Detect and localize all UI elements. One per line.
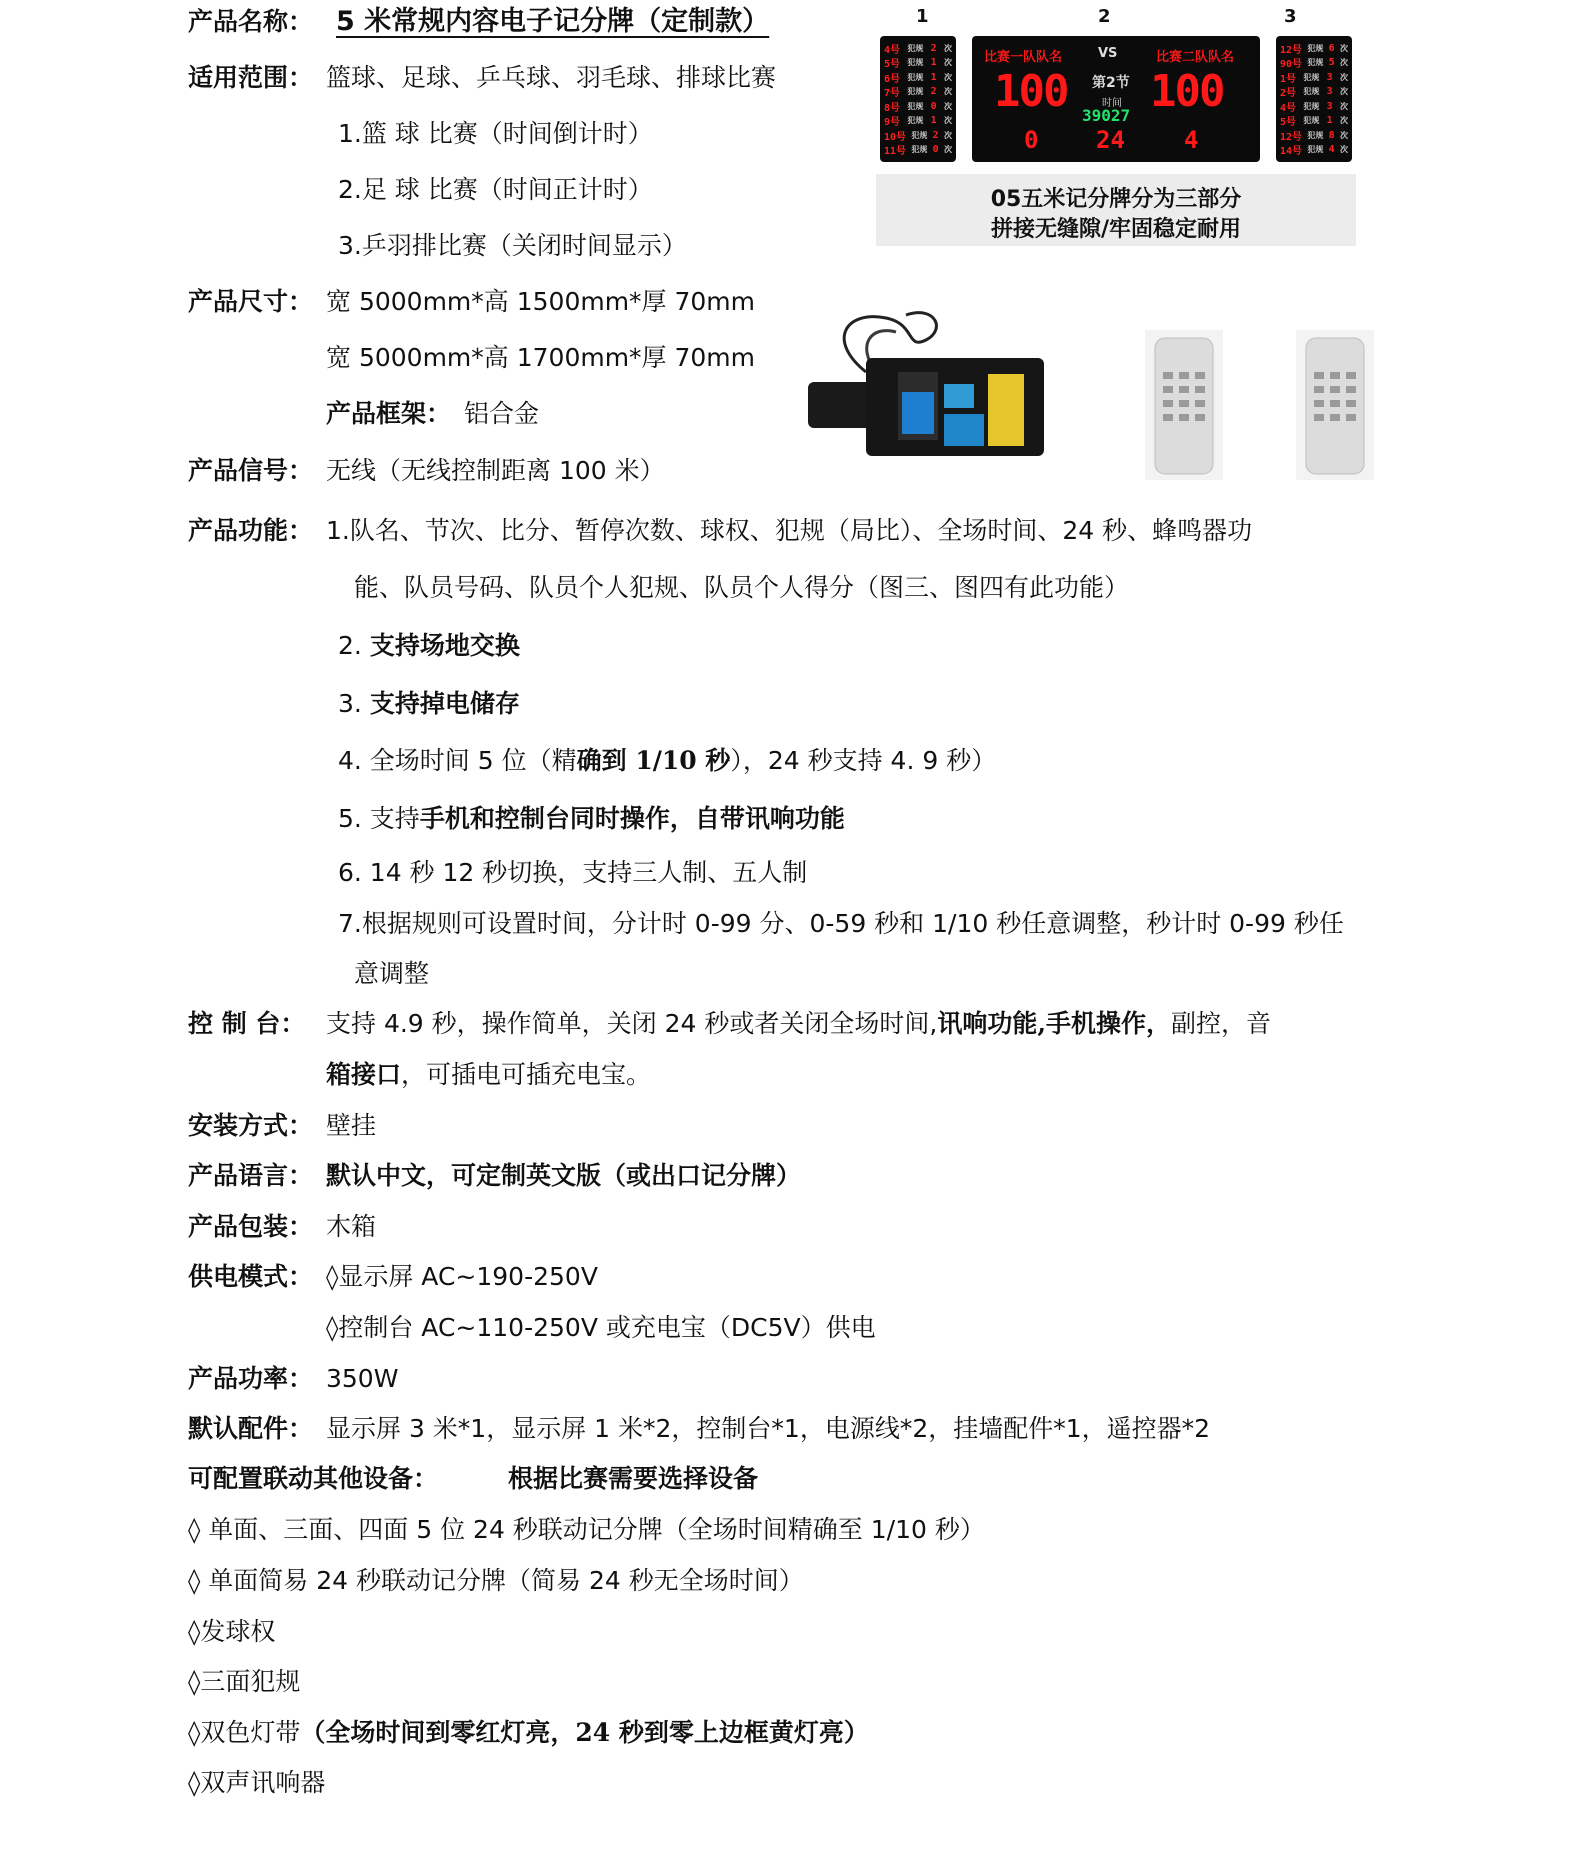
right-foul-cell: 1 xyxy=(1326,115,1333,126)
period: 第2节 xyxy=(1092,75,1130,91)
right-foul-cell: 次 xyxy=(1339,58,1348,67)
right-foul-cell: 犯规 xyxy=(1307,58,1324,67)
right-foul-cell: 12号 xyxy=(1280,44,1303,56)
console-line-1-a: 支持 4.9 秒，操作简单，关闭 24 秒或者关闭全场时间, xyxy=(326,1009,938,1038)
left-foul-cell: 犯规 xyxy=(907,72,924,82)
linkage-item-5-b: （全场时间到零红灯亮，24 秒到零上边框黄灯亮） xyxy=(300,1718,869,1747)
left-foul-cell: 次 xyxy=(943,145,952,154)
right-foul-cell: 90号 xyxy=(1280,59,1303,70)
left-foul-cell: 2 xyxy=(930,86,937,97)
linkage-label: 可配置联动其他设备： xyxy=(188,1464,439,1493)
linkage-item-2: ◊ 单面简易 24 秒联动记分牌（简易 24 秒无全场时间） xyxy=(188,1566,804,1595)
frame-value: 铝合金 xyxy=(464,399,540,428)
right-foul-cell: 2号 xyxy=(1280,88,1297,99)
linkage-item-5-a: ◊双色灯带 xyxy=(188,1718,301,1747)
left-foul-cell: 次 xyxy=(944,43,952,53)
left-foul-cell: 6号 xyxy=(884,73,901,85)
console-label: 控 制 台： xyxy=(188,1009,306,1038)
right-foul-cell: 犯规 xyxy=(1307,145,1324,154)
console-line-1-b: 讯响功能,手机操作， xyxy=(937,1009,1172,1038)
right-foul-cell: 4号 xyxy=(1280,102,1297,114)
right-foul-cell: 次 xyxy=(1340,87,1348,96)
score-team2: 100 xyxy=(1150,66,1224,117)
team2-name: 比赛二队队名 xyxy=(1156,50,1235,65)
remote-drawing-2 xyxy=(1296,330,1374,480)
right-foul-row xyxy=(1280,115,1348,127)
name-label: 产品名称： xyxy=(188,7,314,36)
console-line-2-a: 箱接口 xyxy=(326,1060,402,1089)
controller-drawing xyxy=(806,310,1046,460)
console-line-2 xyxy=(326,1059,651,1091)
part-number-1: 1 xyxy=(916,6,929,27)
left-foul-cell: 次 xyxy=(944,87,952,96)
linkage-item-4: ◊三面犯规 xyxy=(188,1667,301,1696)
right-foul-cell: 4 xyxy=(1328,144,1335,155)
feature-5 xyxy=(338,803,845,835)
language-label: 产品语言： xyxy=(188,1161,314,1190)
linkage-item-5 xyxy=(188,1717,869,1749)
right-foul-cell: 次 xyxy=(1339,145,1348,154)
feature-3 xyxy=(338,688,520,720)
left-foul-cell: 1 xyxy=(930,115,937,126)
left-foul-cell: 4号 xyxy=(884,44,901,56)
remote-control-image-2 xyxy=(1296,330,1374,480)
right-foul-row xyxy=(1280,86,1348,98)
right-foul-cell: 1号 xyxy=(1280,73,1297,85)
right-foul-cell: 次 xyxy=(1340,101,1348,111)
vs-label: VS xyxy=(1098,46,1118,61)
controller-image xyxy=(806,310,1046,460)
size-value-2: 宽 5000mm*高 1700mm*厚 70mm xyxy=(326,343,756,372)
feature-4-c: ），24 秒支持 4. 9 秒） xyxy=(730,746,997,775)
left-foul-row xyxy=(884,42,952,54)
left-foul-cell: 犯规 xyxy=(907,101,924,111)
signal-label: 产品信号： xyxy=(188,456,314,485)
left-foul-cell: 犯规 xyxy=(907,43,924,53)
feature-2-num: 2. xyxy=(338,631,370,660)
product-name: 5 米常规内容电子记分牌（定制款） xyxy=(336,6,770,37)
install-value: 壁挂 xyxy=(326,1111,377,1140)
power-mode-value-1: ◊显示屏 AC~190-250V xyxy=(326,1262,598,1291)
left-foul-row xyxy=(884,129,952,141)
frame-label: 产品框架： xyxy=(326,399,452,428)
right-foul-cell: 8 xyxy=(1328,129,1335,141)
left-foul-cell: 0 xyxy=(930,100,937,112)
feature-4-b: 确到 1/10 秒 xyxy=(576,746,731,775)
left-foul-cell: 11号 xyxy=(884,146,907,157)
package-value: 木箱 xyxy=(326,1212,377,1241)
right-foul-row xyxy=(1280,42,1348,54)
size-label: 产品尺寸： xyxy=(188,287,314,316)
accessories-label: 默认配件： xyxy=(188,1414,314,1443)
left-foul-row xyxy=(884,100,952,112)
timeout-team1: 0 xyxy=(1024,126,1039,154)
power-label: 产品功率： xyxy=(188,1364,314,1393)
language-value: 默认中文，可定制英文版（或出口记分牌） xyxy=(326,1161,802,1190)
power-mode-value-2: ◊控制台 AC~110-250V 或充电宝（DC5V）供电 xyxy=(326,1313,876,1342)
caption-line-1: 05五米记分牌分为三部分 xyxy=(990,187,1242,212)
remote-drawing-1 xyxy=(1145,330,1223,480)
left-foul-cell: 犯规 xyxy=(907,116,924,125)
feature-2 xyxy=(338,630,520,662)
install-label: 安装方式： xyxy=(188,1111,314,1140)
package-label: 产品包装： xyxy=(188,1212,314,1241)
left-foul-cell: 7号 xyxy=(884,88,901,99)
caption-line-2: 拼接无缝隙/牢固稳定耐用 xyxy=(990,217,1242,242)
linkage-item-6: ◊双声讯响器 xyxy=(188,1768,326,1797)
console-line-2-b: ，可插电可插充电宝。 xyxy=(401,1060,652,1089)
left-foul-cell: 10号 xyxy=(884,131,907,143)
left-foul-cell: 2 xyxy=(930,42,937,54)
linkage-item-3: ◊发球权 xyxy=(188,1617,276,1646)
right-foul-cell: 5 xyxy=(1328,57,1335,68)
left-foul-cell: 8号 xyxy=(884,102,901,114)
left-foul-cell: 1 xyxy=(930,71,937,83)
right-foul-cell: 犯规 xyxy=(1303,116,1320,125)
left-foul-cell: 0 xyxy=(932,144,939,155)
feature-4-a: 4. 全场时间 5 位（精 xyxy=(338,746,577,775)
feature-1-line-1: 1.队名、节次、比分、暂停次数、球权、犯规（局比）、全场时间、24 秒、蜂鸣器功 xyxy=(326,516,1253,545)
time-label: 时间 xyxy=(1102,98,1122,109)
right-foul-cell: 3 xyxy=(1326,71,1333,83)
timeout-team2: 4 xyxy=(1184,126,1199,154)
feature-5-a: 5. 支持 xyxy=(338,804,420,833)
left-foul-cell: 犯规 xyxy=(907,58,924,67)
scope-label: 适用范围： xyxy=(188,63,314,92)
feature-2-text: 支持场地交换 xyxy=(369,631,520,660)
left-foul-cell: 次 xyxy=(943,130,952,140)
right-foul-row xyxy=(1280,57,1348,69)
right-foul-cell: 6 xyxy=(1328,42,1335,54)
left-foul-panel xyxy=(880,36,956,162)
signal-value: 无线（无线控制距离 100 米） xyxy=(326,456,665,485)
left-foul-cell: 犯规 xyxy=(911,145,928,154)
left-foul-cell: 犯规 xyxy=(911,130,928,140)
right-foul-cell: 犯规 xyxy=(1307,43,1324,53)
scope-value: 篮球、足球、乒乓球、羽毛球、排球比赛 xyxy=(326,63,777,92)
caption-box xyxy=(876,174,1356,246)
right-foul-row xyxy=(1280,144,1348,156)
features-label: 产品功能： xyxy=(188,516,314,545)
right-foul-cell: 3 xyxy=(1326,86,1333,97)
right-foul-cell: 犯规 xyxy=(1303,72,1320,82)
right-foul-cell: 次 xyxy=(1339,43,1348,53)
feature-3-text: 支持掉电储存 xyxy=(369,689,520,718)
left-foul-row xyxy=(884,57,952,69)
feature-5-b: 手机和控制台同时操作，自带讯响功能 xyxy=(419,804,845,833)
feature-7-line-2: 意调整 xyxy=(354,959,430,988)
right-foul-row xyxy=(1280,71,1348,83)
accessories-value: 显示屏 3 米*1，显示屏 1 米*2，控制台*1，电源线*2，挂墙配件*1，遥控器*2 xyxy=(326,1414,1211,1443)
left-foul-cell: 次 xyxy=(944,116,952,125)
right-foul-cell: 12号 xyxy=(1280,131,1303,143)
right-foul-cell: 犯规 xyxy=(1303,101,1320,111)
scope-item-3: 3.乒羽排比赛（关闭时间显示） xyxy=(338,231,687,260)
game-clock: 39027 xyxy=(1082,106,1131,125)
feature-1-line-2: 能、队员号码、队员个人犯规、队员个人得分（图三、图四有此功能） xyxy=(354,573,1130,602)
team1-name: 比赛一队队名 xyxy=(984,50,1063,65)
left-foul-row xyxy=(884,115,952,127)
left-foul-cell: 1 xyxy=(930,57,937,68)
linkage-value: 根据比赛需要选择设备 xyxy=(508,1464,759,1493)
left-foul-cell: 次 xyxy=(944,58,952,67)
scope-item-2: 2.足 球 比赛（时间正计时） xyxy=(338,175,653,204)
console-line-1-c: 副控，音 xyxy=(1171,1009,1272,1038)
left-foul-row xyxy=(884,71,952,83)
center-score-panel xyxy=(972,36,1260,162)
feature-4 xyxy=(338,745,996,777)
console-line-1 xyxy=(326,1008,1271,1040)
right-foul-cell: 犯规 xyxy=(1303,87,1320,96)
right-foul-row xyxy=(1280,129,1348,141)
shot-clock: 24 xyxy=(1096,126,1125,154)
right-foul-cell: 次 xyxy=(1340,72,1348,82)
feature-7-line-1: 7.根据规则可设置时间，分计时 0-99 分、0-59 秒和 1/10 秒任意调整，秒计时 0-99 秒任 xyxy=(338,909,1344,938)
left-foul-cell: 5号 xyxy=(884,59,901,70)
remote-control-image-1 xyxy=(1145,330,1223,480)
left-foul-cell: 9号 xyxy=(884,117,901,128)
power-value: 350W xyxy=(326,1364,399,1393)
right-foul-cell: 次 xyxy=(1340,116,1348,125)
left-foul-cell: 2 xyxy=(932,129,939,141)
part-number-2: 2 xyxy=(1098,6,1111,27)
right-foul-cell: 14号 xyxy=(1280,146,1303,157)
left-foul-cell: 次 xyxy=(944,101,952,111)
feature-6: 6. 14 秒 12 秒切换，支持三人制、五人制 xyxy=(338,858,808,887)
right-foul-panel xyxy=(1276,36,1352,162)
right-foul-row xyxy=(1280,100,1348,112)
right-foul-cell: 5号 xyxy=(1280,117,1297,128)
right-foul-cell: 次 xyxy=(1339,130,1348,140)
size-value-1: 宽 5000mm*高 1500mm*厚 70mm xyxy=(326,287,756,316)
right-foul-cell: 3 xyxy=(1326,100,1333,112)
feature-3-num: 3. xyxy=(338,689,370,718)
left-foul-cell: 犯规 xyxy=(907,87,924,96)
right-foul-cell: 犯规 xyxy=(1307,130,1324,140)
linkage-item-1: ◊ 单面、三面、四面 5 位 24 秒联动记分牌（全场时间精确至 1/10 秒） xyxy=(188,1515,985,1544)
part-number-3: 3 xyxy=(1284,6,1297,27)
left-foul-cell: 次 xyxy=(944,72,952,82)
left-foul-row xyxy=(884,144,952,156)
scope-item-1: 1.篮 球 比赛（时间倒计时） xyxy=(338,119,653,148)
power-mode-label: 供电模式： xyxy=(188,1262,314,1291)
scoreboard-image xyxy=(876,6,1356,246)
score-team1: 100 xyxy=(994,66,1068,117)
left-foul-row xyxy=(884,86,952,98)
